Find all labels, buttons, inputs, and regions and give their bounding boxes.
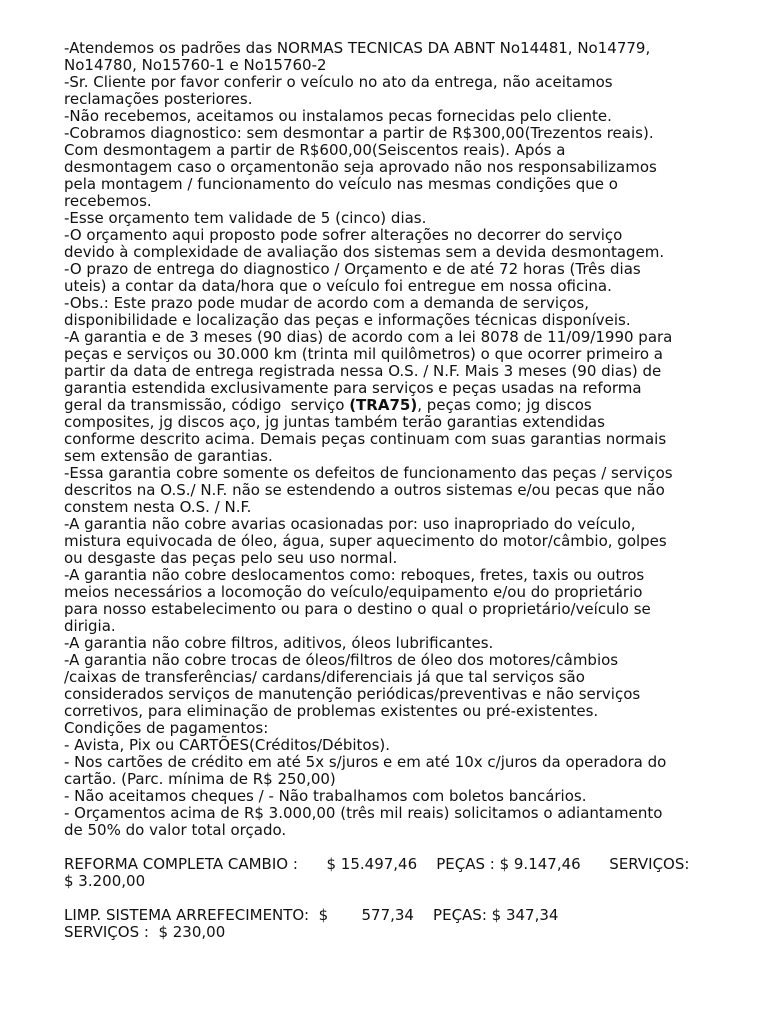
text-line: -Esse orçamento tem validade de 5 (cinco) dias. (64, 209, 427, 227)
quote-arrefecimento-line-1: LIMP. SISTEMA ARREFECIMENTO: $ 577,34 PEÇAS: $ 347,34 (64, 906, 559, 924)
text-line: corretivos, para eliminação de problemas existentes ou pré-existentes. (64, 702, 599, 720)
text-line: -A garantia não cobre deslocamentos como: reboques, fretes, taxis ou outros (64, 566, 645, 584)
text-line: -Obs.: Este prazo pode mudar de acordo com a demanda de serviços, (64, 294, 590, 312)
text-line: desmontagem caso o orçamentonão seja aprovado não nos responsabilizamos (64, 158, 657, 176)
text-line: No14780, No15760-1 e No15760-2 (64, 56, 327, 74)
text-line: peças e serviços ou 30.000 km (trinta mil quilômetros) o que ocorrer primeiro a (64, 345, 663, 363)
text-line: pela montagem / funcionamento do veículo nas mesmas condições que o (64, 175, 618, 193)
text-line: sem extensão de garantias. (64, 447, 273, 465)
text-line: cartão. (Parc. mínima de R$ 250,00) (64, 770, 336, 788)
text-line: Com desmontagem a partir de R$600,00(Seiscentos reais). Após a (64, 141, 566, 159)
text-line: garantia estendida exclusivamente para serviços e peças usadas na reforma (64, 379, 642, 397)
text-line: -A garantia não cobre trocas de óleos/filtros de óleo dos motores/câmbios (64, 651, 619, 669)
quote-reforma-line-1: REFORMA COMPLETA CAMBIO : $ 15.497,46 PEÇAS : $ 9.147,46 SERVIÇOS: (64, 855, 690, 873)
text-line: -O orçamento aqui proposto pode sofrer alterações no decorrer do serviço (64, 226, 623, 244)
text-line: uteis) a contar da data/hora que o veículo foi entregue em nossa oficina. (64, 277, 612, 295)
text-line-service-code (64, 397, 704, 414)
spacer (64, 890, 704, 907)
spacer (64, 839, 704, 856)
text-line: recebemos. (64, 192, 152, 210)
text-line: partir da data de entrega registrada nessa O.S. / N.F. Mais 3 meses (90 dias) de (64, 362, 662, 380)
text-line: descritos na O.S./ N.F. não se estendendo a outros sistemas e/ou pecas que não (64, 481, 665, 499)
text-line: -A garantia não cobre filtros, aditivos, óleos lubrificantes. (64, 634, 494, 652)
text-line: conforme descrito acima. Demais peças continuam com suas garantias normais (64, 430, 667, 448)
text-line: para nosso estabelecimento ou para o destino o qual o proprietário/veículo se (64, 600, 651, 618)
text-line: composites, jg discos aço, jg juntas também terão garantias extendidas (64, 413, 605, 431)
text-line: - Não aceitamos cheques / - Não trabalhamos com boletos bancários. (64, 787, 587, 805)
service-code: (TRA75) (349, 396, 418, 414)
text-line: -O prazo de entrega do diagnostico / Orçamento e de até 72 horas (Três dias (64, 260, 641, 278)
text-line: meios necessários a locomoção do veículo/equipamento e/ou do proprietário (64, 583, 643, 601)
text-line: -Cobramos diagnostico: sem desmontar a partir de R$300,00(Trezentos reais). (64, 124, 654, 142)
text-line: - Avista, Pix ou CARTÕES(Créditos/Débitos). (64, 736, 391, 754)
text-line: ou desgaste das peças pelo seu uso normal. (64, 549, 398, 567)
text-line: mistura equivocada de óleo, água, super aquecimento do motor/câmbio, golpes (64, 532, 667, 550)
text-line: constem nesta O.S. / N.F. (64, 498, 252, 516)
text-segment: geral da transmissão, código serviço (64, 396, 350, 414)
document-body (64, 40, 704, 941)
text-line: considerados serviços de manutenção periódicas/preventivas e não serviços (64, 685, 641, 703)
text-line: -Não recebemos, aceitamos ou instalamos pecas fornecidas pelo cliente. (64, 107, 612, 125)
quote-arrefecimento-line-2: SERVIÇOS : $ 230,00 (64, 923, 226, 941)
text-line: devido à complexidade de avaliação dos sistemas sem a devida desmontagem. (64, 243, 665, 261)
text-line: disponibilidade e localização das peças e informações técnicas disponíveis. (64, 311, 631, 329)
text-line: /caixas de transferências/ cardans/diferenciais já que tal serviços são (64, 668, 585, 686)
text-line: - Nos cartões de crédito em até 5x s/juros e em até 10x c/juros da operadora do (64, 753, 667, 771)
text-line: reclamações posteriores. (64, 90, 253, 108)
text-line: -A garantia não cobre avarias ocasionadas por: uso inapropriado do veículo, (64, 515, 636, 533)
text-line: -Essa garantia cobre somente os defeitos de funcionamento das peças / serviços (64, 464, 673, 482)
quote-reforma-line-2: $ 3.200,00 (64, 872, 146, 890)
text-segment: , peças como; jg discos (417, 396, 592, 414)
text-line: - Orçamentos acima de R$ 3.000,00 (três mil reais) solicitamos o adiantamento (64, 804, 663, 822)
text-line: -Atendemos os padrões das NORMAS TECNICAS DA ABNT No14481, No14779, (64, 39, 651, 57)
text-line: Condições de pagamentos: (64, 719, 269, 737)
text-line: de 50% do valor total orçado. (64, 821, 287, 839)
text-line: -Sr. Cliente por favor conferir o veículo no ato da entrega, não aceitamos (64, 73, 613, 91)
text-line: -A garantia e de 3 meses (90 dias) de acordo com a lei 8078 de 11/09/1990 para (64, 328, 673, 346)
text-line: dirigia. (64, 617, 116, 635)
